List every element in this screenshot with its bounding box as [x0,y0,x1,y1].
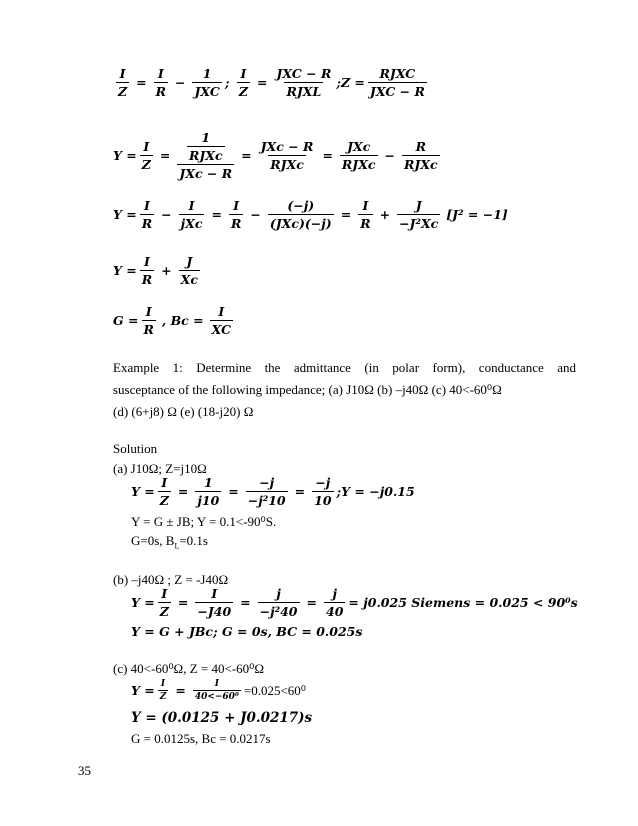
example-line-1: Example 1: Determine the admittance (in polar form), conductance and [113,360,576,375]
example-line-3: (d) (6+j8) Ω (e) (18-j20) Ω [113,404,254,419]
part-b-equation: Y = $\frac{I}{Z}$ = $\frac{I}{-J40}$ = $\frac{j}{\text{−j²40}}$ = $\frac{j}{40}$ = j0.025 Siemens = 0.025 < 90⁰s [131,586,578,619]
equation-conductance-susceptance: G = $\frac{I}{R}$ , Bc = $\frac{I}{XC}$ [113,304,232,337]
equation-impedance-relations: $\frac{I}{Z}$ = $\frac{I}{R}$ − $\frac{1}{\text{JXC}}$ ; $\frac{I}{Z}$ = $\frac{\text{JXC − R}}{\text{RJXL}}$ ;Z = $\frac{\text{RJXC}}{\text{JXC − R}}$ [118,66,425,99]
part-a-polar: Y = G ± JB; Y = 0.1<-90⁰S. [131,514,277,529]
example-line-2: susceptance of the following impedance; (a) J10Ω (b) –j40Ω (c) 40<-60⁰Ω [113,382,502,397]
part-a-heading: (a) J10Ω; Z=j10Ω [113,461,207,476]
equation-admittance-result: Y = $\frac{I}{R}$ + $\frac{J}{Xc}$ [113,254,198,287]
equation-admittance-derivation: Y = $\frac{I}{Z}$ = $\frac{\frac{1}{\text{RJXc}}}{\text{JXc − R}}$ = $\frac{\text{JXc − R}}{\text{RJXc}}$ = $\frac{\text{JXc}}{\text{RJXc}}$ − $\frac{R}{\text{RJXc}}$ [113,130,438,181]
part-a-conductance: G=0s, $B_L=0.1s$ [131,533,208,551]
part-c-conductance: G = 0.0125s, Bc = 0.0217s [131,731,271,746]
part-b-heading: (b) –j40Ω ; Z = -J40Ω [113,572,229,587]
part-c-equation: Y = $\frac{I}{Z}$ = $\frac{I}{\text{40<−60⁰}}$ =0.025<60⁰ [131,679,307,702]
part-a-equation: Y = $\frac{I}{Z}$ = $\frac{1}{j10}$ = $\frac{-j}{\text{−j²10}}$ = $\frac{-j}{10}$ ;Y = −j0.15 [131,475,415,508]
part-c-heading: (c) 40<-60⁰Ω, Z = 40<-60⁰Ω [113,661,265,676]
part-b-result: Y = G + JBc; G = 0s, BC = 0.025s [131,624,363,639]
equation-admittance-expansion: Y = $\frac{I}{R}$ − $\frac{I}{\text{jXc}}$ = $\frac{I}{R}$ − $\frac{(-j)}{\text{(JXc)(−j)}}$ = $\frac{I}{R}$ + $\frac{J}{\text{−J²Xc}}$ [J² = −1] [113,198,508,231]
page-number: 35 [78,763,91,778]
solution-heading: Solution [113,441,158,456]
part-c-rectangular: Y = (0.0125 + J0.0217)s [131,710,313,726]
